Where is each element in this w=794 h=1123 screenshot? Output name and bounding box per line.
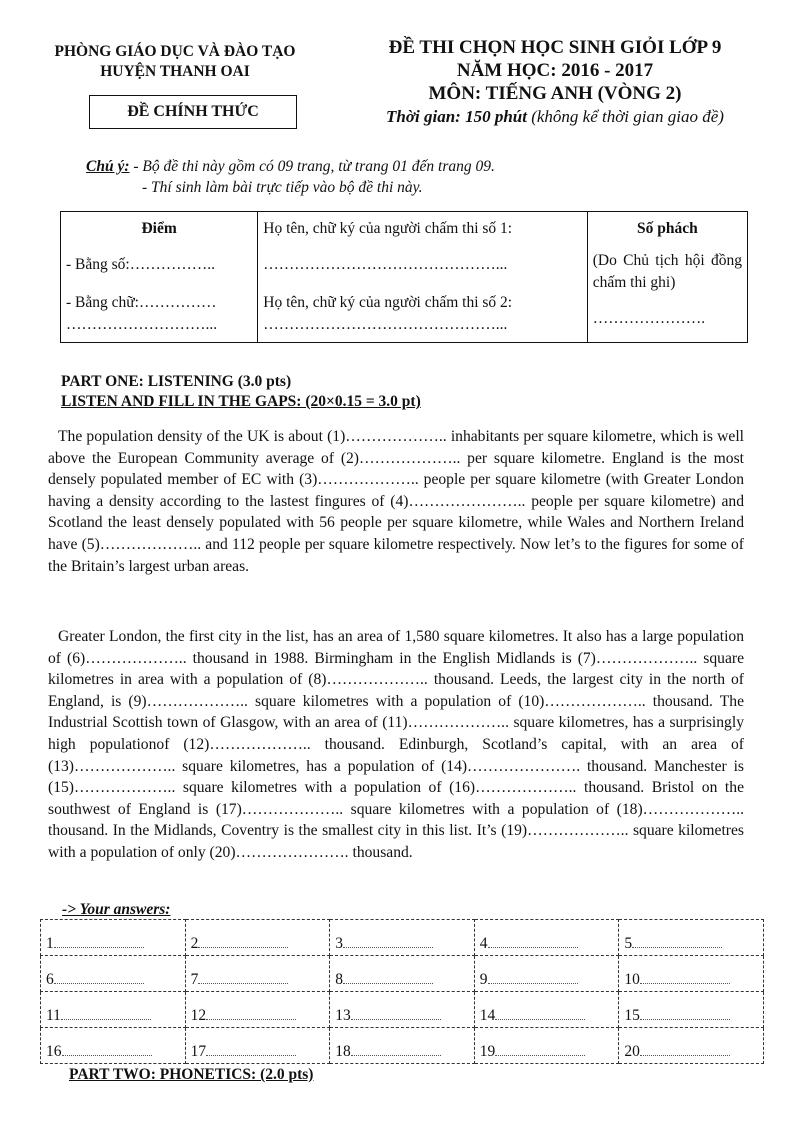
answer-blank[interactable]: [495, 1043, 585, 1056]
part-one-heading: [61, 372, 421, 412]
answer-cell[interactable]: [185, 956, 330, 992]
examiner-cell: [258, 212, 587, 343]
score-heading: Điểm: [141, 220, 177, 237]
exam-note: [86, 156, 495, 198]
answer-number: 4: [479, 935, 488, 952]
answer-number: 17: [190, 1043, 207, 1060]
answer-row: [41, 920, 764, 956]
serial-cell: [587, 212, 747, 343]
time-note: (không kể thời gian giao đề): [526, 107, 724, 126]
answer-cell[interactable]: [330, 992, 475, 1028]
answer-number: 19: [479, 1043, 496, 1060]
answer-number: 2: [190, 935, 199, 952]
answer-blank[interactable]: [351, 1007, 441, 1020]
answer-number: 16: [46, 1043, 62, 1060]
answer-number: 3: [335, 935, 343, 952]
answer-number: 13: [335, 1007, 351, 1024]
answer-cell[interactable]: [474, 992, 619, 1028]
answer-cell[interactable]: [185, 920, 330, 956]
answer-number: 7: [190, 971, 199, 988]
answer-blank[interactable]: [198, 935, 288, 948]
department-line-1: PHÒNG GIÁO DỤC VÀ ĐÀO TẠO: [54, 43, 296, 60]
answer-blank[interactable]: [206, 1043, 296, 1056]
answer-cell[interactable]: [619, 992, 764, 1028]
answer-blank[interactable]: [488, 971, 578, 984]
time-bold: Thời gian: 150 phút: [386, 107, 527, 126]
answer-cell[interactable]: [41, 920, 186, 956]
serial-heading: Số phách: [636, 220, 698, 237]
answer-blank[interactable]: [495, 1007, 585, 1020]
serial-note: (Do Chủ tịch hội đồng chấm thi ghi): [592, 252, 742, 291]
exam-header: [330, 36, 780, 128]
part-one-title: PART ONE: LISTENING (3.0 pts): [61, 373, 292, 390]
answer-row: [41, 956, 764, 992]
answer-number: 1: [46, 935, 54, 952]
answer-blank[interactable]: [632, 935, 722, 948]
answer-cell[interactable]: [474, 956, 619, 992]
examiner-1-label: Họ tên, chữ ký của người chấm thi số 1:: [263, 220, 513, 237]
answer-blank[interactable]: [640, 1043, 730, 1056]
official-exam-box: ĐỀ CHÍNH THỨC: [89, 95, 297, 129]
part-two-heading: PART TWO: PHONETICS: (2.0 pts): [69, 1066, 314, 1083]
answer-number: 12: [190, 1007, 207, 1024]
score-number: - Bằng số:……………..: [66, 256, 215, 273]
answer-number: 15: [624, 1007, 640, 1024]
answer-cell[interactable]: [185, 1028, 330, 1064]
exam-title: ĐỀ THI CHỌN HỌC SINH GIỎI LỚP 9: [388, 37, 722, 58]
answer-cell[interactable]: [330, 920, 475, 956]
answer-cell[interactable]: [474, 920, 619, 956]
answer-blank[interactable]: [198, 971, 288, 984]
subject: MÔN: TIẾNG ANH (VÒNG 2): [428, 83, 682, 104]
answer-blank[interactable]: [206, 1007, 296, 1020]
answer-blank[interactable]: [351, 1043, 441, 1056]
answer-blank[interactable]: [62, 1043, 152, 1056]
answer-blank[interactable]: [343, 935, 433, 948]
note-line-2: - Thí sinh làm bài trực tiếp vào bộ đề thi này.: [142, 179, 423, 196]
score-cell: [61, 212, 258, 343]
part-one-subtitle: LISTEN AND FILL IN THE GAPS: (20×0.15 = 3.0 pt): [61, 393, 421, 410]
department-line-2: HUYỆN THANH OAI: [100, 63, 250, 80]
answer-cell[interactable]: [619, 920, 764, 956]
note-line-1: - Bộ đề thi này gồm có 09 trang, từ trang 01 đến trang 09.: [129, 158, 495, 175]
serial-dots: ………………….: [592, 310, 706, 327]
answer-number: 8: [335, 971, 343, 988]
answer-row: [41, 1028, 764, 1064]
answer-cell[interactable]: [619, 1028, 764, 1064]
exam-time: [330, 105, 780, 128]
answer-number: 5: [624, 935, 633, 952]
answer-cell[interactable]: [185, 992, 330, 1028]
score-words-dots: ………………………...: [66, 316, 218, 333]
answer-cell[interactable]: [619, 956, 764, 992]
note-label: Chú ý:: [86, 158, 130, 175]
answer-cell[interactable]: [474, 1028, 619, 1064]
department-header: [30, 42, 320, 82]
answer-blank[interactable]: [640, 1007, 730, 1020]
examiner-2-dots: ………………………………………...: [263, 316, 508, 333]
answer-cell[interactable]: [330, 1028, 475, 1064]
answer-number: 11: [46, 1007, 61, 1024]
examiner-2-label: Họ tên, chữ ký của người chấm thi số 2:: [263, 294, 513, 311]
score-words: - Bằng chữ:……………: [66, 294, 217, 311]
answer-blank[interactable]: [640, 971, 730, 984]
answer-cell[interactable]: [41, 956, 186, 992]
answer-blank[interactable]: [488, 935, 578, 948]
answer-number: 18: [335, 1043, 351, 1060]
answer-blank[interactable]: [61, 1007, 151, 1020]
passage-paragraph-1: The population density of the UK is about (1)……………….. inhabitants per square kilometre, which is well above the European Community average of (2)……………….. per square kilometre. England is the most densely populated member of EC with (3)……………….. people per square kilometre (with Greater London having a density according to the lastest fingures of (4)………………….. people per square kilometre) and Scotland the least densely populated with 56 people per square kilometre, while Wales and Northern Ireland have (5)……………….. and 112 people per square kilometre respectively. Now let’s to the figures for some of the Britain’s largest urban areas.: [48, 428, 744, 575]
answer-number: 20: [624, 1043, 640, 1060]
answer-blank[interactable]: [54, 935, 144, 948]
answer-blank[interactable]: [54, 971, 144, 984]
answer-number: 9: [479, 971, 488, 988]
answer-number: 14: [479, 1007, 496, 1024]
answer-grid: [40, 919, 764, 1064]
examiner-1-dots: ………………………………………...: [263, 256, 508, 273]
answer-cell[interactable]: [330, 956, 475, 992]
answer-cell[interactable]: [41, 1028, 186, 1064]
answer-row: [41, 992, 764, 1028]
passage-paragraph-2: Greater London, the first city in the list, has an area of 1,580 square kilometres. It also has a large population of (6)……………….. thousand in 1988. Birmingham in the English Midlands is (7)……………….. square kilometres in area with a population of (8)……………….. thousand. Leeds, the largest city in the north of England, is (9)……………….. square kilometres with a population of (10)……………….. thousand. The Industrial Scottish town of Glasgow, with an area of (11)……………….. square kilometres, has a surprisingly high populationof (12)……………….. thousand. Edinburgh, Scotland’s capital, with an area of (13)……………….. square kilometres, has a population of (14)…………………. thousand. Manchester is (15)……………….. square kilometres with a population of (16)……………….. thousand. Bristol on the southwest of England is (17)……………….. square kilometres with a population of (18)……………….. thousand. In the Midlands, Coventry is the smallest city in this list. It’s (19)……………….. square kilometres with a population of only (20)…………………. thousand.: [48, 628, 744, 861]
answer-number: 6: [46, 971, 54, 988]
score-table: [60, 211, 748, 343]
answer-blank[interactable]: [343, 971, 433, 984]
answer-cell[interactable]: [41, 992, 186, 1028]
answers-label: -> Your answers:: [62, 901, 171, 918]
answer-number: 10: [624, 971, 640, 988]
school-year: NĂM HỌC: 2016 - 2017: [456, 60, 654, 81]
